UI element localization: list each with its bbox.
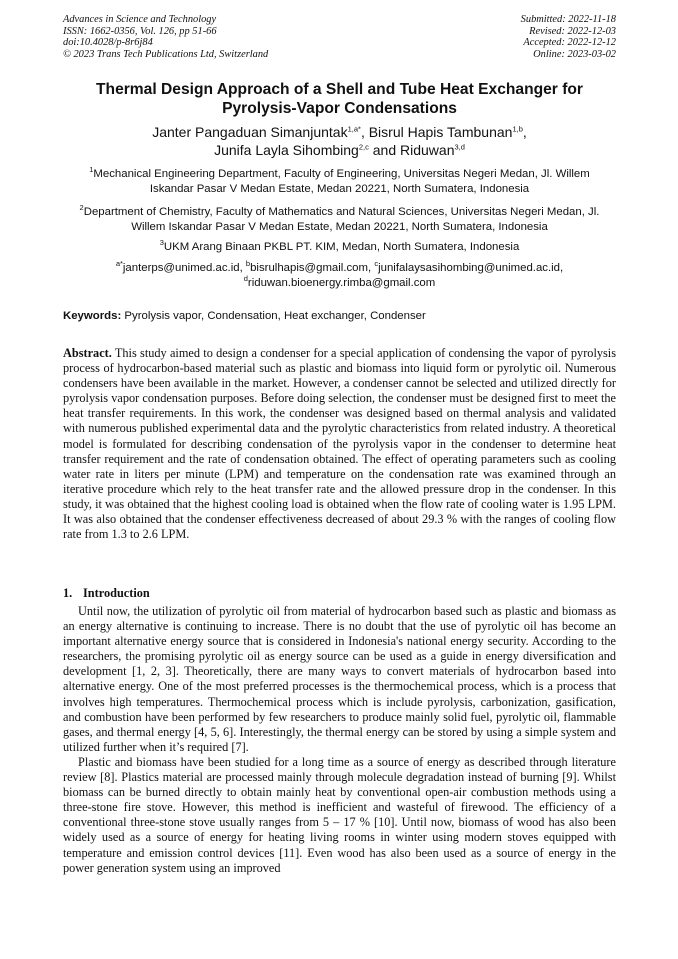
introduction-body xyxy=(63,604,616,876)
abstract xyxy=(63,346,616,542)
author-affiliation-mark: 3,d xyxy=(454,141,465,151)
section-number: 1. xyxy=(63,586,73,600)
email-separator: , xyxy=(368,262,375,274)
author-emails xyxy=(63,261,616,291)
affiliation-text: UKM Arang Binaan PKBL PT. KIM, Medan, North Sumatera, Indonesia xyxy=(163,241,520,253)
paragraph: Until now, the utilization of pyrolytic oil from material of hydrocarbon based such as plastic and biomass as an energy alternative is continuing to increase. There is no doubt that the use of pyrolytic oil has become an important alternative energy source that is considered in Indonesia's national energy security. According to the researchers, the promising pyrolytic oil as energy source can be used as a guide in energy diversification and development [1, 2, 3]. Theoretically, there are many ways to convert materials of hydrocarbon based into alternative energy. One of the most preferred processes is the thermochemical process, which is a process that involves high temperatures. Thermochemical process which is include pyrolysis, carbonization, gasification, and combustion have been performed by few researchers to produce mainly solid fuel, pyrolytic oil, flammable gases, and thermal energy [4, 5, 6]. Interestingly, the thermal energy can be stored by using a simple system and utilized further when it’s required [7]. xyxy=(63,604,616,754)
journal-copyright: © 2023 Trans Tech Publications Ltd, Switzerland xyxy=(63,48,269,60)
email-mark: b xyxy=(245,259,251,269)
paragraph: Plastic and biomass have been studied for a long time as a source of energy as described through literature review [8]. Plastics material are processed mainly through molecule degradation instead of burning [9]. Whilst biomass can be burned directly to obtain mainly heat by conventional open-air combustion methods using a three-stone fire stove. However, this method is inefficient and wasteful of firewood. The efficiency of a conventional three-stone stove usually ranges from 5 – 17 % [10]. Until now, biomass of wood has also been widely used as a source of energy for heating living rooms in winter using modern stoves equipped with temperature and emission control devices [11]. Even wood has also been used as a source of energy in the power generation system using an improved xyxy=(63,754,616,875)
author-separator: , xyxy=(522,124,527,140)
affiliation-mark: 2 xyxy=(79,203,84,213)
email-link[interactable]: junifalaysasihombing@unimed.ac.id xyxy=(378,262,560,274)
email-separator: , xyxy=(560,262,564,274)
keywords-label: Keywords: xyxy=(63,310,122,322)
affiliation-mark: 1 xyxy=(89,165,94,175)
affiliation-text: Mechanical Engineering Department, Faculty of Engineering, Universitas Negeri Medan, Jl. Willem Iskandar Pasar V Medan Estate, Medan 20221, North Sumatera, Indonesia xyxy=(93,168,590,195)
affiliation-2 xyxy=(63,205,616,235)
date-revised: Revised: 2022-12-03 xyxy=(529,25,616,37)
journal-doi[interactable]: doi:10.4028/p-8r6j84 xyxy=(63,37,153,49)
email-separator: , xyxy=(239,262,246,274)
paper-title xyxy=(63,81,616,118)
author-name: Bisrul Hapis Tambunan xyxy=(368,124,513,140)
journal-issn: ISSN: 1662-0356, Vol. 126, pp 51-66 xyxy=(63,25,217,37)
author-name: Janter Pangaduan Simanjuntak xyxy=(152,124,348,140)
title-line-2: Pyrolysis-Vapor Condensations xyxy=(222,99,457,117)
author-separator: and xyxy=(368,141,400,158)
keywords xyxy=(63,309,616,323)
email-mark: d xyxy=(243,274,248,284)
author-separator: , xyxy=(360,124,369,140)
title-line-1: Thermal Design Approach of a Shell and Tube Heat Exchanger for xyxy=(96,81,583,98)
email-link[interactable]: janterps@unimed.ac.id xyxy=(122,262,240,274)
author-affiliation-mark: 1,b xyxy=(512,124,523,134)
email-link[interactable]: riduwan.bioenergy.rimba@gmail.com xyxy=(247,277,436,289)
author-list xyxy=(63,124,616,159)
section-heading xyxy=(63,586,150,601)
email-mark: c xyxy=(374,259,379,269)
affiliation-mark: 3 xyxy=(159,238,164,248)
journal-name: Advances in Science and Technology xyxy=(63,14,217,25)
affiliation-text: Department of Chemistry, Faculty of Mathematics and Natural Sciences, Universitas Negeri Medan, Jl. Willem Iskandar Pasar V Medan Estate, Medan 20221, North Sumatera, Indonesia xyxy=(83,206,600,233)
abstract-text: This study aimed to design a condenser for a special application of condensing the vapor of pyrolysis process of hydrocarbon-based material such as plastic and biomass into liquid form or pyrolytic oil. Numerous condensers have been available in the market. However, a condenser cannot be selected and utilized directly for pyrolysis vapor condensation purposes. Before doing selection, the condenser must be designed first to meet the heat transfer requirements. In this work, the condenser was designed based on thermal analysis and validated with numerous published experimental data and the pyrolytic characteristics from related industry. A theoretical model is formulated for describing condensation of the pyrolysis vapor in the condenser to determine heat transfer requirement and the rate of condensation obtained. The effect of operating parameters such as cooling water rate in liters per minute (LPM) and temperature on the condensation rate was examined through an iterative procedure which rely to the heat transfer rate and the allowed pressure drop in the condenser. In this study, it was obtained that the highest cooling load is obtained when the flow rate of cooling water is 1.95 LPM. It was also obtained that the condenser effectiveness decreased of about 29.3 % with the ranges of cooling flow rate from 1.3 to 2.6 LPM. xyxy=(63,346,616,542)
section-title: Introduction xyxy=(83,586,150,600)
author-name: Junifa Layla Sihombing xyxy=(214,141,359,158)
author-name: Riduwan xyxy=(400,141,455,158)
author-affiliation-mark: 2,c xyxy=(358,141,369,151)
submission-dates xyxy=(521,14,616,60)
date-accepted: Accepted: 2022-12-12 xyxy=(523,37,616,49)
date-submitted: Submitted: 2022-11-18 xyxy=(520,14,616,25)
author-affiliation-mark: 1,a* xyxy=(347,124,361,134)
date-online: Online: 2023-03-02 xyxy=(533,48,616,60)
email-mark: a* xyxy=(115,259,123,269)
keywords-text: Pyrolysis vapor, Condensation, Heat exchanger, Condenser xyxy=(121,310,426,322)
email-link[interactable]: bisrulhapis@gmail.com xyxy=(250,262,369,274)
affiliation-3 xyxy=(63,240,616,255)
journal-info xyxy=(63,14,268,60)
abstract-label: Abstract. xyxy=(63,346,112,360)
affiliation-1 xyxy=(63,167,616,197)
